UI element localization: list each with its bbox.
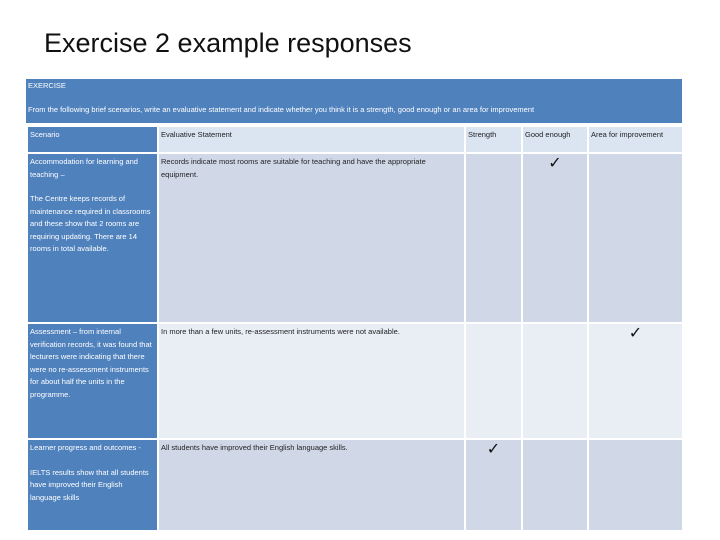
header-scenario: Scenario [27, 126, 158, 153]
statement-cell: Records indicate most rooms are suitable for teaching and have the appropriate equipment. [158, 153, 465, 323]
improvement-cell [588, 323, 683, 439]
responses-table [26, 125, 684, 532]
improvement-cell [588, 153, 683, 323]
good-enough-cell [522, 439, 588, 531]
statement-cell: In more than a few units, re-assessment instruments were not available. [158, 323, 465, 439]
exercise-instructions: From the following brief scenarios, write an evaluative statement and indicate whether you think it is a strength, good enough or an area for improvement [28, 105, 535, 114]
strength-cell [465, 153, 522, 323]
strength-cell [465, 439, 522, 531]
scenario-title: Assessment – from internal verification records, it was found that lecturers were indicating that there were no re-assessment instruments for about half the units in the programme. [30, 327, 152, 399]
exercise-label: EXERCISE [28, 81, 66, 90]
improvement-cell [588, 439, 683, 531]
header-evaluative-statement: Evaluative Statement [158, 126, 465, 153]
table-row [27, 439, 683, 531]
header-good-enough: Good enough [522, 126, 588, 153]
scenario-cell [27, 153, 158, 323]
table-row [27, 323, 683, 439]
exercise-banner [26, 79, 682, 123]
check-icon: ✓ [486, 441, 501, 458]
scenario-title: Learner progress and outcomes - [30, 443, 141, 452]
scenario-title: Accommodation for learning and teaching – [30, 157, 138, 179]
header-area-for-improvement: Area for improvement [588, 126, 683, 153]
scenario-body: The Centre keeps records of maintenance required in classrooms and these show that 2 rooms are requiring updating. There are 14 rooms in total available. [30, 194, 151, 253]
statement-cell: All students have improved their English language skills. [158, 439, 465, 531]
scenario-cell [27, 323, 158, 439]
scenario-body: IELTS results show that all students have improved their English language skills [30, 467, 149, 502]
check-icon: ✓ [548, 155, 562, 172]
header-strength: Strength [465, 126, 522, 153]
scenario-cell [27, 439, 158, 531]
good-enough-cell [522, 153, 588, 323]
check-icon: ✓ [628, 325, 643, 342]
page-title: Exercise 2 example responses [44, 28, 412, 58]
strength-cell [465, 323, 522, 439]
table-row [27, 153, 683, 323]
good-enough-cell [522, 323, 588, 439]
table-header-row [27, 126, 683, 153]
